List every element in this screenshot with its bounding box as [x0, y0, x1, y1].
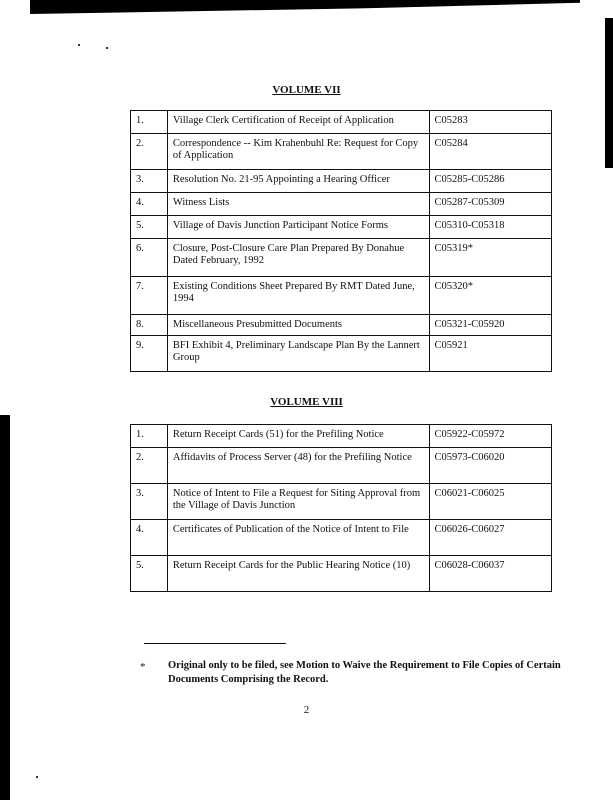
row-bates-range: C05321-C05920 — [429, 315, 551, 336]
footnote-rule — [144, 643, 286, 644]
footnote-mark: * — [140, 661, 146, 673]
row-bates-range: C06021-C06025 — [429, 484, 552, 520]
row-description: Correspondence -- Kim Krahenbuhl Re: Request for Copy of Application — [167, 134, 429, 170]
row-description: Existing Conditions Sheet Prepared By RMT Dated June, 1994 — [167, 277, 429, 315]
page-number: 2 — [303, 704, 310, 716]
row-description: Affidavits of Process Server (48) for the Prefiling Notice — [167, 448, 429, 484]
row-number: 6. — [131, 239, 168, 277]
row-number: 3. — [131, 170, 168, 193]
scan-edge-left — [0, 415, 10, 800]
table-row — [131, 448, 552, 484]
table-row — [131, 216, 552, 239]
table-row — [131, 134, 552, 170]
footnote-text: Original only to be filed, see Motion to Waive the Requirement to File Copies of Certain Documents Comprising the Record. — [168, 660, 561, 685]
row-bates-range: C05285-C05286 — [429, 170, 551, 193]
row-number: 4. — [131, 520, 168, 556]
row-number: 1. — [131, 425, 168, 448]
table-row — [131, 277, 552, 315]
row-bates-range: C05319* — [429, 239, 551, 277]
row-description: Village of Davis Junction Participant Notice Forms — [167, 216, 429, 239]
row-number: 4. — [131, 193, 168, 216]
row-description: BFI Exhibit 4, Preliminary Landscape Plan By the Lannert Group — [167, 336, 429, 372]
row-number: 2. — [131, 134, 168, 170]
table-row — [131, 484, 552, 520]
table-row — [131, 239, 552, 277]
row-description: Village Clerk Certification of Receipt of Application — [167, 111, 429, 134]
volume-viii-table — [130, 424, 552, 592]
row-bates-range: C05921 — [429, 336, 551, 372]
row-bates-range: C05310-C05318 — [429, 216, 551, 239]
table-row — [131, 336, 552, 372]
row-number: 2. — [131, 448, 168, 484]
table-row — [131, 315, 552, 336]
row-description: Return Receipt Cards for the Public Hearing Notice (10) — [167, 556, 429, 592]
row-number: 8. — [131, 315, 168, 336]
row-bates-range: C05922-C05972 — [429, 425, 552, 448]
scan-speck — [78, 44, 80, 46]
row-description: Notice of Intent to File a Request for Siting Approval from the Village of Davis Junction — [167, 484, 429, 520]
volume-vii-title: VOLUME VII — [272, 84, 341, 96]
row-bates-range: C05320* — [429, 277, 551, 315]
volume-vii-table — [130, 110, 552, 372]
scan-speck — [36, 776, 38, 778]
row-bates-range: C06028-C06037 — [429, 556, 552, 592]
row-number: 7. — [131, 277, 168, 315]
table-row — [131, 170, 552, 193]
table-row — [131, 520, 552, 556]
row-number: 5. — [131, 556, 168, 592]
row-bates-range: C05973-C06020 — [429, 448, 552, 484]
row-description: Closure, Post-Closure Care Plan Prepared By Donahue Dated February, 1992 — [167, 239, 429, 277]
row-bates-range: C06026-C06027 — [429, 520, 552, 556]
table-row — [131, 425, 552, 448]
row-description: Resolution No. 21-95 Appointing a Hearing Officer — [167, 170, 429, 193]
row-number: 1. — [131, 111, 168, 134]
row-description: Return Receipt Cards (51) for the Prefiling Notice — [167, 425, 429, 448]
row-description: Miscellaneous Presubmitted Documents — [167, 315, 429, 336]
row-number: 5. — [131, 216, 168, 239]
row-number: 9. — [131, 336, 168, 372]
table-row — [131, 111, 552, 134]
row-bates-range: C05283 — [429, 111, 551, 134]
row-number: 3. — [131, 484, 168, 520]
row-bates-range: C05287-C05309 — [429, 193, 551, 216]
row-bates-range: C05284 — [429, 134, 551, 170]
volume-viii-title: VOLUME VIII — [270, 396, 343, 408]
table-row — [131, 193, 552, 216]
scan-speck — [106, 47, 108, 49]
table-row — [131, 556, 552, 592]
row-description: Witness Lists — [167, 193, 429, 216]
scan-edge-top — [30, 0, 580, 14]
row-description: Certificates of Publication of the Notice of Intent to File — [167, 520, 429, 556]
